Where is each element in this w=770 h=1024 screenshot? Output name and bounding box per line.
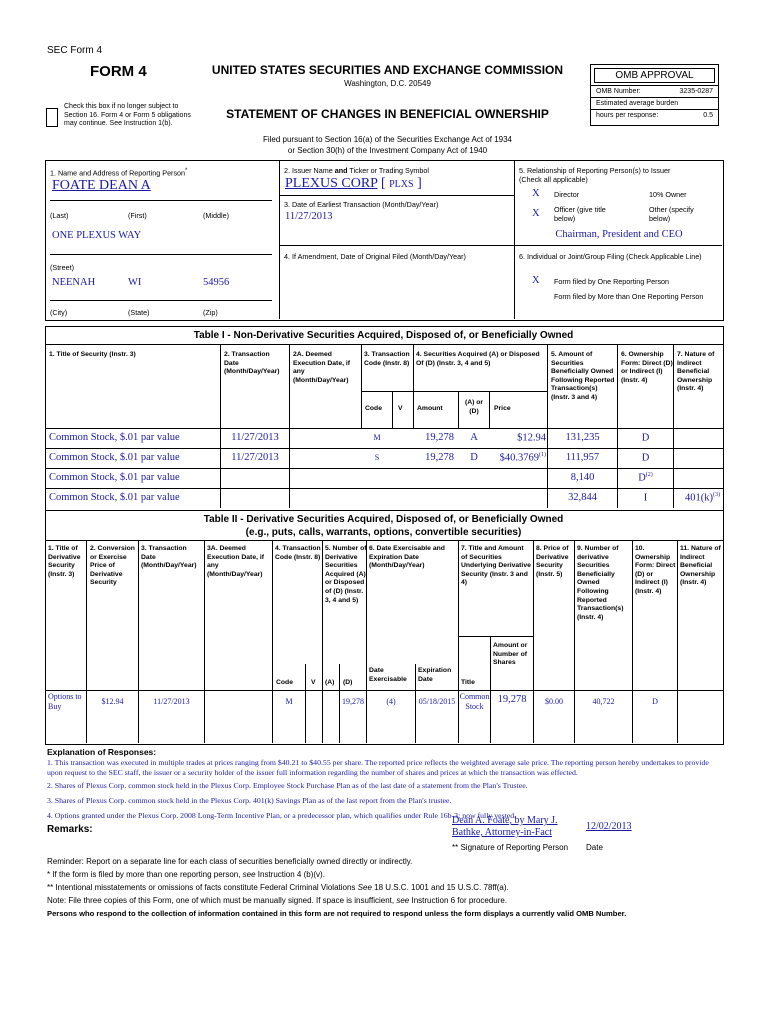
officer-title[interactable]: Chairman, President and CEO: [555, 229, 683, 240]
t1-r2-form: $D^{(2)}$: [638, 472, 653, 484]
omb-approval-box: [590, 64, 719, 126]
t2-h11: 11. Nature of Indirect Beneficial Ownership (Instr. 4): [680, 545, 721, 587]
omb-burden-label: Estimated average burden: [596, 100, 679, 107]
city-value[interactable]: NEENAH: [52, 277, 96, 288]
t1-h5: 5. Amount of Securities Beneficially Owned Following Reported Transaction(s) (Instr. 3 and 4): [551, 351, 615, 401]
t2-amount-shares: Amount or Number of Shares: [493, 642, 528, 667]
t2-h5: 5. Number of Derivative Securities Acquired (A) or Disposed of (D) (Instr. 3, 4 and 5): [325, 545, 367, 604]
t1-h1: 1. Title of Security (Instr. 3): [49, 351, 136, 358]
last-label: (Last): [50, 211, 69, 220]
checkbox-text: Check this box if no longer subject to Section 16. Form 4 or Form 5 obligations may continue. See Instruction 1(b).: [64, 103, 191, 127]
officer-label: Officer (give title below): [554, 205, 606, 223]
t2-v: V: [311, 679, 316, 686]
t1-amount: Amount: [417, 405, 443, 412]
t1-r1-code: S: [374, 453, 380, 462]
footer-note-copies: Note: File three copies of this Form, one of which must be manually signed. If space is insufficient, see Instruction 6 for procedure.: [47, 896, 508, 905]
signature-label: ** Signature of Reporting Person: [452, 843, 569, 852]
one-person-mark[interactable]: X: [532, 275, 540, 286]
box4-label: 4. If Amendment, Date of Original Filed (Month/Day/Year): [284, 252, 466, 261]
t1-r0-amount: 19,278: [425, 432, 454, 443]
remarks-title: Remarks:: [47, 824, 93, 835]
filed-line-2: or Section 30(h) of the Investment Company Act of 1940: [287, 146, 488, 155]
box6-label: 6. Individual or Joint/Group Filing (Check Applicable Line): [519, 252, 702, 261]
t1-r0-title: Common Stock, $.01 par value: [49, 432, 180, 443]
street-value[interactable]: ONE PLEXUS WAY: [52, 230, 142, 241]
agency-city: Washington, D.C. 20549: [344, 79, 431, 88]
statement-title: STATEMENT OF CHANGES IN BENEFICIAL OWNERSHIP: [226, 107, 549, 121]
t1-r1-price: $40.3769$^{(1)}$: [499, 452, 546, 464]
t2-r-d: 19,278: [342, 697, 364, 706]
t2-r-date: 11/27/2013: [153, 697, 190, 706]
t2-h2: 2. Conversion or Exercise Price of Derivative Security: [90, 545, 135, 587]
t1-r2-owned: 8,140: [570, 472, 595, 483]
box1-label: 1. Name and Address of Reporting Person*: [50, 168, 188, 178]
t2-r-form: D: [652, 697, 658, 706]
t2-r-code: M: [285, 697, 293, 706]
omb-title: OMB APPROVAL: [594, 68, 715, 83]
city-label: (City): [50, 308, 68, 317]
t2-r-shares: 19,278: [497, 694, 527, 705]
no-longer-subject-checkbox[interactable]: [46, 108, 58, 127]
t1-r0-owned: 131,235: [565, 432, 600, 443]
omb-number-label: OMB Number:: [596, 88, 641, 95]
filed-line-1: Filed pursuant to Section 16(a) of the Securities Exchange Act of 1934: [262, 135, 513, 144]
other-label: Other (specify below): [649, 205, 694, 223]
footnote-4: 4. Options granted under the Plexus Corp. 2008 Long-Term Incentive Plan, or a predecessor plan, which qualifies under Rule 16b-3; now fully vested.: [47, 811, 517, 820]
t1-r0-form: D: [641, 432, 650, 444]
zip-label: (Zip): [203, 308, 218, 317]
t1-h7: 7. Nature of Indirect Beneficial Ownership (Instr. 4): [677, 351, 715, 393]
footer-reminder: Reminder: Report on a separate line for each class of securities beneficially owned directly or indirectly.: [47, 857, 413, 866]
table2-title: Table II - Derivative Securities Acquired, Disposed of, or Beneficially Owned: [203, 514, 564, 525]
t1-r3-nature: $401(k)^{(3)}$: [685, 492, 720, 504]
earliest-transaction-date[interactable]: 11/27/2013: [285, 211, 333, 222]
t2-expiration: Expiration Date: [418, 667, 452, 683]
t2-h3a: 3A. Deemed Execution Date, if any (Month/Day/Year): [207, 545, 265, 578]
footnote-2: 2. Shares of Plexus Corp. common stock held in the Plexus Corp. Employee Stock Purchase Plan as of the last date of a statement from the Plan's Trustee.: [47, 781, 528, 790]
agency-title: UNITED STATES SECURITIES AND EXCHANGE COMMISSION: [211, 63, 564, 77]
t2-code: Code: [276, 679, 293, 686]
t1-r1-date: 11/27/2013: [231, 452, 279, 463]
t1-h4: 4. Securities Acquired (A) or Disposed Of (D) (Instr. 3, 4 and 5): [416, 351, 540, 367]
sec-form-label: SEC Form 4: [47, 45, 103, 56]
t2-r-owned: 40,722: [592, 697, 615, 706]
t2-r-under-title: Common Stock: [459, 692, 490, 711]
t1-v: V: [398, 405, 403, 412]
t1-code: Code: [365, 405, 382, 412]
box5-label: 5. Relationship of Reporting Person(s) to Issuer: [519, 166, 671, 175]
t1-r1-title: Common Stock, $.01 par value: [49, 452, 180, 463]
signature: Dean A. Foate, by Mary J. Bathke, Attorney-in-Fact: [452, 815, 558, 838]
t2-h7: 7. Title and Amount of Securities Underlying Derivative Security (Instr. 3 and 4): [461, 545, 531, 587]
street-label: (Street): [50, 263, 74, 272]
t1-h2a: 2A. Deemed Execution Date, if any (Month/Day/Year): [293, 351, 351, 384]
signature-date: 12/02/2013: [586, 821, 632, 832]
reporting-person-name[interactable]: FOATE DEAN A: [52, 178, 151, 193]
t1-r3-form: I: [643, 492, 648, 504]
first-label: (First): [128, 211, 147, 220]
footer-note-multi: * If the form is filed by more than one reporting person, see Instruction 4 (b)(v).: [47, 870, 325, 879]
officer-mark[interactable]: X: [532, 208, 540, 219]
box2-label: 2. Issuer Name and Ticker or Trading Symbol: [284, 166, 430, 175]
one-person-label: Form filed by One Reporting Person: [554, 277, 670, 286]
footnote-3: 3. Shares of Plexus Corp. common stock held in the Plexus Corp. 401(k) Savings Plan as of the last report from the Plan's trustee.: [47, 796, 452, 805]
t2-r-exercisable: (4): [386, 697, 396, 706]
t2-h9: 9. Number of derivative Securities Beneficially Owned Following Reported Transaction(s) (Instr. 4): [577, 545, 624, 621]
t2-h1: 1. Title of Derivative Security (Instr. 3): [48, 545, 81, 578]
director-mark[interactable]: X: [532, 188, 540, 199]
t2-r-title: Options to Buy: [48, 692, 82, 711]
ten-percent-label: 10% Owner: [649, 190, 687, 199]
date-label: Date: [586, 843, 603, 852]
omb-number: 3235-0287: [679, 88, 713, 95]
t1-r1-ad: D: [470, 452, 478, 463]
t1-r3-owned: 32,844: [568, 492, 597, 503]
t1-price: Price: [494, 405, 511, 412]
footer-note-violations: ** Intentional misstatements or omissions of facts constitute Federal Criminal Violations See 18 U.S.C. 1001 and 15 U.S.C. 78ff(a).: [47, 883, 509, 892]
t1-r1-form: D: [641, 452, 650, 464]
ticker-symbol: PLXS: [389, 179, 414, 190]
zip-value[interactable]: 54956: [203, 277, 230, 288]
form-title: FORM 4: [90, 63, 147, 80]
t1-aord: (A) or (D): [464, 399, 484, 415]
t1-r0-code: M: [373, 433, 381, 442]
footnote-1: 1. This transaction was executed in multiple trades at prices ranging from $40.21 to $40.55 per share. The reported price reflects the weighted average sale price. The reporting person hereby undertakes to provide upon request to the SEC staff, the issuer or a security holder of the issuer full information regarding the number of shares and prices at which the transaction was effected.: [47, 758, 709, 777]
t2-date-exercisable: Date Exercisable: [369, 667, 407, 683]
t2-h3: 3. Transaction Date (Month/Day/Year): [141, 545, 197, 570]
t1-r0-ad: A: [470, 432, 478, 443]
omb-hours-label: hours per response:: [596, 112, 659, 119]
t2-h6: 6. Date Exercisable and Expiration Date (Month/Day/Year): [369, 545, 445, 570]
t2-r-expiration: 05/18/2015: [418, 697, 456, 706]
t2-r-conv: $12.94: [101, 697, 124, 706]
t2-h4: 4. Transaction Code (Instr. 8): [275, 545, 321, 561]
state-label: (State): [128, 308, 150, 317]
t2-d: (D): [343, 679, 353, 686]
state-value[interactable]: WI: [128, 277, 142, 288]
t1-r1-owned: 111,957: [565, 452, 600, 463]
t2-h10: 10. Ownership Form: Direct (D) or Indirect (I) (Instr. 4): [635, 545, 676, 595]
t1-r2-title: Common Stock, $.01 par value: [49, 472, 180, 483]
box5-sub: (Check all applicable): [519, 175, 588, 184]
t1-r3-title: Common Stock, $.01 par value: [49, 492, 180, 503]
footer-omb-note: Persons who respond to the collection of information contained in this form are not required to respond unless the form displays a currently valid OMB Number.: [47, 909, 627, 918]
t1-r1-amount: 19,278: [425, 452, 454, 463]
director-label: Director: [554, 190, 580, 199]
issuer-name[interactable]: PLEXUS CORP [ PLXS ]: [285, 176, 422, 191]
t1-h6: 6. Ownership Form: Direct (D) or Indirect (I) (Instr. 4): [621, 351, 673, 384]
t1-r0-date: 11/27/2013: [231, 432, 279, 443]
more-person-label: Form filed by More than One Reporting Person: [554, 292, 704, 301]
t1-r0-price: $12.94: [517, 432, 546, 444]
t1-h3: 3. Transaction Code (Instr. 8): [364, 351, 410, 367]
table1-title: Table I - Non-Derivative Securities Acquired, Disposed of, or Beneficially Owned: [193, 330, 574, 341]
t2-title-col: Title: [461, 679, 475, 686]
box3-label: 3. Date of Earliest Transaction (Month/Day/Year): [284, 200, 439, 209]
table2-subtitle: (e.g., puts, calls, warrants, options, convertible securities): [245, 527, 522, 538]
t2-a: (A): [325, 679, 335, 686]
middle-label: (Middle): [203, 211, 229, 220]
t2-r-price: $0.00: [545, 697, 563, 706]
omb-hours: 0.5: [703, 112, 713, 119]
t2-h8: 8. Price of Derivative Security (Instr. 5): [536, 545, 569, 578]
explanation-title: Explanation of Responses:: [47, 747, 157, 757]
t1-h2: 2. Transaction Date (Month/Day/Year): [224, 351, 280, 376]
